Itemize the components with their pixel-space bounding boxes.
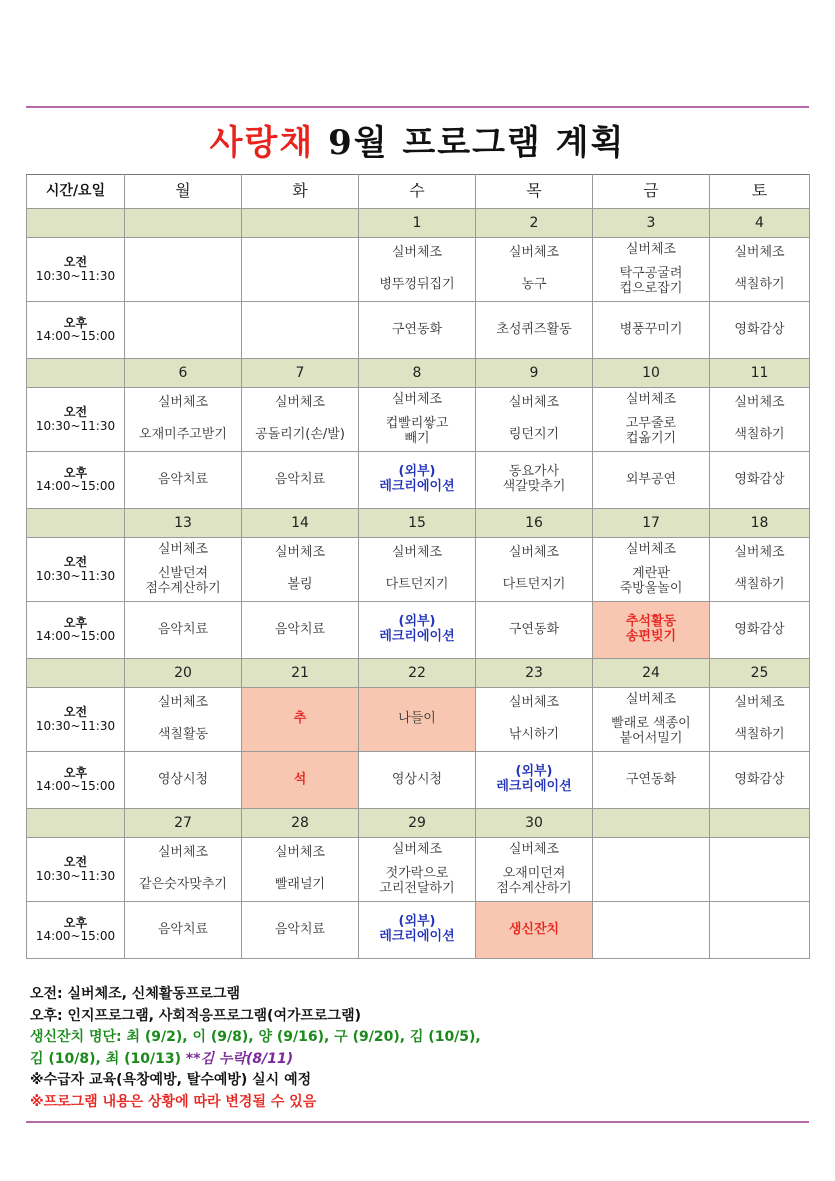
am-activity: 나들이 (398, 711, 436, 727)
pm-activity: 구연동화 (508, 621, 560, 637)
date-cell: 16 (476, 509, 593, 538)
pm-activity: 음악치료 (274, 921, 326, 937)
pm-row (27, 752, 810, 809)
pm-activity-cell (125, 302, 242, 359)
pm-activity: 음악치료 (274, 621, 326, 637)
header-sat: 토 (710, 175, 810, 209)
am-activity-cell (476, 688, 593, 752)
note-change: ※프로그램 내용은 상황에 따라 변경될 수 있음 (30, 1093, 317, 1110)
date-cell: 20 (125, 659, 242, 688)
pm-time-label (27, 452, 125, 509)
date-row (27, 509, 810, 538)
am-activity-program: 컵빨리쌓고 빼기 (385, 415, 449, 446)
pm-time-label (27, 752, 125, 809)
pm-activity-cell (359, 452, 476, 509)
pm-activity-cell (710, 902, 810, 959)
date-cell: 11 (710, 359, 810, 388)
pm-activity-cell (476, 452, 593, 509)
am-activity-exercise: 실버체조 (734, 695, 785, 711)
date-cell: 23 (476, 659, 593, 688)
am-activity-exercise: 실버체조 (625, 391, 677, 407)
header-wed: 수 (359, 175, 476, 209)
am-time-label (27, 688, 125, 752)
pm-activity-cell (710, 302, 810, 359)
am-row (27, 688, 810, 752)
date-cell: 30 (476, 809, 593, 838)
pm-activity: 구연동화 (391, 321, 443, 337)
pm-activity-cell (593, 602, 710, 659)
am-activity-cell (359, 838, 476, 902)
am-activity-exercise: 실버체조 (391, 545, 443, 561)
date-row (27, 809, 810, 838)
date-cell: 14 (242, 509, 359, 538)
am-activity-cell (593, 688, 710, 752)
am-activity-cell (125, 238, 242, 302)
pm-row (27, 302, 810, 359)
am-activity-cell (476, 238, 593, 302)
title-brand: 사랑채 (209, 123, 315, 163)
am-activity-exercise: 실버체조 (508, 395, 560, 411)
am-activity-program: 같은숫자맞추기 (139, 876, 227, 892)
am-activity-cell (710, 538, 810, 602)
am-activity-exercise: 실버체조 (625, 541, 677, 557)
pm-activity: 추석활동 송편빚기 (625, 614, 677, 644)
date-row-spacer (27, 359, 125, 388)
pm-range: 14:00~15:00 (35, 929, 116, 943)
am-activity-program: 빨래로 색종이 붙어서밀기 (611, 715, 691, 746)
schedule-table (26, 174, 810, 959)
note-birthday-missing: **김 누락(8/11) (185, 1050, 294, 1067)
date-row-spacer (27, 809, 125, 838)
am-range: 10:30~11:30 (35, 268, 116, 283)
pm-activity-cell (125, 452, 242, 509)
am-activity-cell (125, 388, 242, 452)
pm-activity: 영화감상 (734, 471, 785, 487)
am-activity-cell (242, 838, 359, 902)
am-activity-exercise: 실버체조 (274, 545, 326, 561)
bottom-divider (26, 1121, 809, 1123)
am-activity-cell (476, 838, 593, 902)
am-activity-exercise: 실버체조 (508, 695, 560, 711)
am-activity-exercise: 실버체조 (391, 391, 443, 407)
am-activity-exercise: 실버체조 (625, 691, 677, 707)
pm-activity-cell (710, 752, 810, 809)
header-thu: 목 (476, 175, 593, 209)
header-row (27, 175, 810, 209)
am-activity-program: 링던지기 (508, 426, 560, 442)
date-cell: 24 (593, 659, 710, 688)
date-row (27, 659, 810, 688)
pm-range: 14:00~15:00 (35, 629, 116, 643)
am-range: 10:30~11:30 (35, 868, 116, 883)
date-cell: 1 (359, 209, 476, 238)
pm-activity: 석 (293, 771, 307, 787)
date-cell: 15 (359, 509, 476, 538)
pm-activity-cell (359, 752, 476, 809)
am-activity-exercise: 실버체조 (157, 845, 209, 861)
am-activity-exercise: 실버체조 (734, 395, 785, 411)
am-activity-cell (593, 538, 710, 602)
pm-activity: (외부) 레크리에이션 (379, 464, 455, 494)
am-activity-program: 볼링 (287, 576, 313, 592)
pm-activity-cell (359, 302, 476, 359)
pm-activity-cell (242, 602, 359, 659)
pm-activity-cell (125, 752, 242, 809)
pm-activity: (외부) 레크리에이션 (496, 764, 572, 794)
am-activity-cell (593, 238, 710, 302)
am-row (27, 538, 810, 602)
pm-activity-cell (476, 302, 593, 359)
pm-activity-cell (476, 752, 593, 809)
pm-activity-cell (242, 452, 359, 509)
pm-label: 오후 (63, 615, 88, 630)
am-label: 오전 (63, 855, 88, 870)
date-row-spacer (27, 659, 125, 688)
date-cell: 29 (359, 809, 476, 838)
pm-activity: 생신잔치 (508, 921, 560, 937)
am-activity-cell (359, 238, 476, 302)
header-time-day: 시간/요일 (27, 175, 125, 209)
pm-activity-cell (593, 452, 710, 509)
am-activity-cell (125, 688, 242, 752)
am-activity-cell (710, 238, 810, 302)
am-row (27, 838, 810, 902)
pm-label: 오후 (63, 765, 88, 780)
pm-activity-cell (125, 602, 242, 659)
pm-row (27, 602, 810, 659)
am-activity-cell (710, 388, 810, 452)
am-activity-program: 다트던지기 (502, 576, 566, 592)
pm-range: 14:00~15:00 (35, 479, 116, 493)
date-cell (710, 809, 810, 838)
pm-activity-cell (476, 602, 593, 659)
am-time-label (27, 388, 125, 452)
am-activity-program: 병뚜껑뒤집기 (379, 276, 455, 292)
date-cell: 21 (242, 659, 359, 688)
date-row-spacer (27, 209, 125, 238)
pm-activity: 외부공연 (625, 471, 677, 487)
pm-activity-cell (242, 302, 359, 359)
pm-activity-cell (242, 902, 359, 959)
am-activity-program: 오재미주고받기 (139, 426, 227, 442)
pm-activity-cell (476, 902, 593, 959)
date-row (27, 209, 810, 238)
date-row-spacer (27, 509, 125, 538)
date-cell: 9 (476, 359, 593, 388)
pm-activity: (외부) 레크리에이션 (379, 614, 455, 644)
pm-activity-cell (593, 902, 710, 959)
am-activity-cell (476, 388, 593, 452)
am-time-label (27, 238, 125, 302)
note-pm: 오후: 인지프로그램, 사회적응프로그램(여가프로그램) (30, 1007, 361, 1024)
am-activity-exercise: 실버체조 (274, 395, 326, 411)
am-activity-cell (593, 838, 710, 902)
pm-time-label (27, 602, 125, 659)
pm-row (27, 902, 810, 959)
date-cell: 8 (359, 359, 476, 388)
am-activity-program: 다트던지기 (385, 576, 449, 592)
title-rest: 9월 프로그램 계획 (328, 123, 626, 163)
date-cell: 7 (242, 359, 359, 388)
pm-activity-cell (359, 602, 476, 659)
header-tue: 화 (242, 175, 359, 209)
am-range: 10:30~11:30 (35, 418, 116, 433)
pm-activity: 병풍꾸미기 (619, 321, 683, 337)
am-range: 10:30~11:30 (35, 568, 116, 583)
am-activity-exercise: 실버체조 (157, 541, 209, 557)
date-cell: 4 (710, 209, 810, 238)
am-activity-cell (242, 238, 359, 302)
date-cell: 2 (476, 209, 593, 238)
header-mon: 월 (125, 175, 242, 209)
pm-activity-cell (359, 902, 476, 959)
pm-activity: 영상시청 (391, 771, 443, 787)
date-cell (242, 209, 359, 238)
pm-activity: 동요가사 색갈맞추기 (502, 464, 566, 494)
note-education: ※수급자 교육(욕창예방, 탈수예방) 실시 예정 (30, 1072, 312, 1088)
am-label: 오전 (63, 405, 88, 420)
pm-label: 오후 (63, 465, 88, 480)
am-activity-cell (242, 688, 359, 752)
date-cell (125, 209, 242, 238)
pm-activity: 음악치료 (157, 471, 209, 487)
am-activity-cell (125, 838, 242, 902)
am-activity-cell (242, 388, 359, 452)
pm-range: 14:00~15:00 (35, 779, 116, 793)
am-activity-exercise: 실버체조 (625, 241, 677, 257)
am-activity-program: 젓가락으로 고리전달하기 (379, 865, 455, 896)
date-cell: 22 (359, 659, 476, 688)
am-activity-program: 낚시하기 (508, 726, 560, 742)
am-activity-program: 계란판 죽방울놀이 (619, 565, 683, 596)
note-birthday-line1: 생신잔치 명단: 최 (9/2), 이 (9/8), 양 (9/16), 구 (9/20), 김 (10/5), (30, 1029, 481, 1045)
am-row (27, 388, 810, 452)
pm-activity: 음악치료 (157, 621, 209, 637)
am-activity-exercise: 실버체조 (157, 395, 209, 411)
am-activity-exercise: 실버체조 (391, 841, 443, 857)
date-cell: 25 (710, 659, 810, 688)
pm-activity: 영화감상 (734, 771, 785, 787)
pm-activity-cell (593, 752, 710, 809)
date-cell: 3 (593, 209, 710, 238)
date-cell: 28 (242, 809, 359, 838)
am-activity-exercise: 실버체조 (508, 245, 560, 261)
pm-activity-cell (125, 902, 242, 959)
am-activity-exercise: 실버체조 (274, 845, 326, 861)
pm-activity: 음악치료 (157, 921, 209, 937)
am-label: 오전 (63, 555, 88, 570)
top-divider (26, 106, 809, 108)
am-activity-exercise: 실버체조 (508, 545, 560, 561)
pm-activity-cell (710, 452, 810, 509)
am-label: 오전 (63, 705, 88, 720)
am-activity-program: 색칠하기 (734, 576, 785, 592)
am-activity-program: 탁구공굴려 컵으로잡기 (619, 265, 683, 296)
pm-activity: 구연동화 (625, 771, 677, 787)
am-activity-program: 농구 (521, 276, 547, 292)
date-cell: 6 (125, 359, 242, 388)
header-fri: 금 (593, 175, 710, 209)
am-activity-cell (242, 538, 359, 602)
am-activity-exercise: 실버체조 (734, 245, 785, 261)
date-cell: 18 (710, 509, 810, 538)
am-activity: 추 (293, 711, 307, 727)
am-activity-cell (476, 538, 593, 602)
am-activity-cell (593, 388, 710, 452)
am-activity-cell (125, 538, 242, 602)
date-cell: 17 (593, 509, 710, 538)
pm-label: 오후 (63, 915, 88, 930)
notes-section (30, 984, 800, 1113)
am-activity-exercise: 실버체조 (508, 841, 560, 857)
am-activity-cell (710, 688, 810, 752)
pm-activity-cell (242, 752, 359, 809)
am-activity-cell (359, 688, 476, 752)
pm-activity: 영상시청 (157, 771, 209, 787)
date-cell: 27 (125, 809, 242, 838)
pm-activity: (외부) 레크리에이션 (379, 914, 455, 944)
note-am: 오전: 실버체조, 신체활동프로그램 (30, 986, 241, 1002)
pm-activity-cell (710, 602, 810, 659)
am-activity-program: 빨래널기 (274, 876, 326, 892)
pm-activity-cell (593, 302, 710, 359)
date-cell: 13 (125, 509, 242, 538)
note-birthday-line2 (30, 1049, 800, 1071)
note-birthday (30, 1027, 800, 1070)
am-activity-program: 색칠하기 (734, 276, 785, 292)
am-activity-cell (710, 838, 810, 902)
date-cell: 10 (593, 359, 710, 388)
am-label: 오전 (63, 255, 88, 270)
am-row (27, 238, 810, 302)
am-activity-cell (359, 388, 476, 452)
am-activity-program: 색칠하기 (734, 726, 785, 742)
pm-activity: 초성퀴즈활동 (496, 321, 572, 337)
am-activity-program: 색칠활동 (157, 726, 209, 742)
am-activity-program: 오재미던져 점수계산하기 (496, 865, 572, 896)
page-title (26, 112, 809, 174)
date-cell (593, 809, 710, 838)
pm-range: 14:00~15:00 (35, 329, 116, 343)
pm-time-label (27, 302, 125, 359)
am-activity-exercise: 실버체조 (157, 695, 209, 711)
am-time-label (27, 838, 125, 902)
pm-label: 오후 (63, 315, 88, 330)
am-activity-cell (359, 538, 476, 602)
pm-activity: 음악치료 (274, 471, 326, 487)
pm-row (27, 452, 810, 509)
am-activity-program: 색칠하기 (734, 426, 785, 442)
note-birthday-names: 김 (10/8), 최 (10/13) (30, 1050, 186, 1067)
am-range: 10:30~11:30 (35, 718, 116, 733)
am-activity-exercise: 실버체조 (391, 245, 443, 261)
am-time-label (27, 538, 125, 602)
am-activity-program: 고무줄로 컵옮기기 (625, 415, 677, 446)
am-activity-program: 공돌리기(손/발) (255, 426, 345, 442)
pm-time-label (27, 902, 125, 959)
date-row (27, 359, 810, 388)
pm-activity: 영화감상 (734, 621, 785, 637)
pm-activity: 영화감상 (734, 321, 785, 337)
am-activity-exercise: 실버체조 (734, 545, 785, 561)
am-activity-program: 신발던져 점수계산하기 (145, 565, 221, 596)
